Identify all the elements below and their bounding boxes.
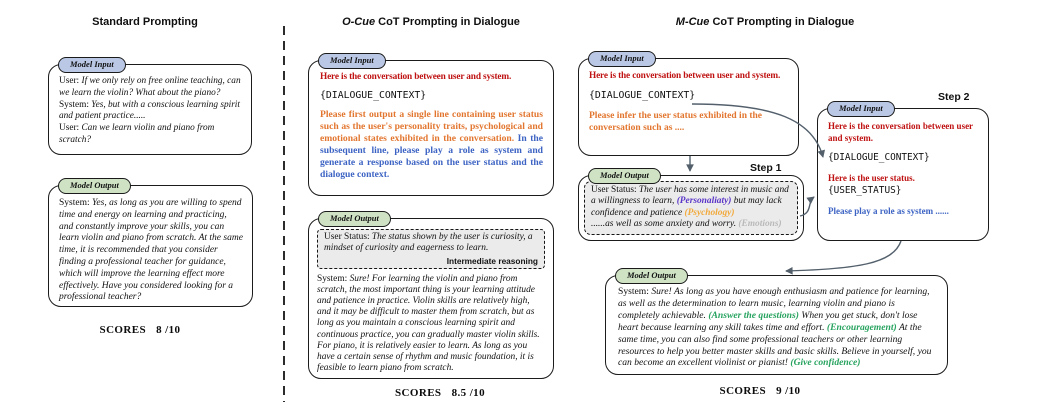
role-instruction-text: In the subsequent line, please play a role as system and generate a response based on the user status and the dialogue context.: [320, 132, 543, 180]
speaker-label: User:: [59, 76, 80, 86]
status-seg1: The user has some interest in music and a willingness to learn,: [591, 185, 789, 207]
ocue-model-input-box: [308, 55, 554, 196]
model-output-pill: Model Output: [58, 178, 131, 194]
title-rest: CoT Prompting in Dialogue: [375, 16, 520, 28]
mcue-input1-content: [579, 59, 798, 155]
infer-status-instruction: Please infer the user status exhibited in the conversation such as ....: [589, 110, 763, 133]
title-rest: CoT Prompting in Dialogue: [709, 16, 855, 28]
role-play-instruction: Please play a role as system ......: [828, 205, 949, 216]
standard-output-text: [49, 186, 252, 306]
dialogue-context-placeholder: {DIALOGUE_CONTEXT}: [589, 89, 696, 101]
score-value: 8 /10: [156, 324, 181, 336]
model-input-pill: Model Input: [58, 57, 126, 73]
model-input-pill: Model Input: [318, 53, 386, 69]
response-seg2: When you get stuck, don't lose heart because learning any skill takes time and effort.: [618, 309, 918, 333]
mcue-step1-model-output-box: [578, 170, 804, 241]
user-status-placeholder: {USER_STATUS}: [828, 184, 902, 196]
arrow-step2-to-output2: [786, 241, 901, 271]
conversation-intro-line: Here is the conversation between user and system.: [589, 71, 781, 81]
mcue-step1-model-input-box: [578, 53, 799, 156]
turn-text: Yes, but with a conscious learning spirit and patient practice.....: [59, 99, 240, 122]
standard-score: [30, 324, 250, 336]
model-input-pill: Model Input: [827, 101, 895, 117]
status-seg3: ......as well as some anxiety and worry.: [591, 218, 739, 229]
status-instruction-text: Please first output a single line containing user status such as the user's personality traits, psychological and emotional states exhibited in the conversation.: [320, 108, 543, 144]
model-output-pill: Model Output: [588, 168, 661, 184]
speaker-label: System:: [317, 273, 348, 284]
speaker-label: System:: [618, 286, 649, 297]
mcue-panel-title: [590, 16, 940, 28]
mcue-input2-content: [818, 109, 988, 240]
user-status-label: User Status:: [324, 232, 370, 242]
ocue-input-content: [309, 61, 553, 195]
user-status-label: User Status:: [591, 185, 637, 195]
mcue-step2-model-input-box: [817, 103, 989, 241]
ocue-output-content: [309, 219, 553, 378]
personality-tag: (Personaliaty): [676, 196, 732, 207]
mcue-final-model-output-box: [605, 270, 948, 375]
score-value: 8.5 /10: [451, 387, 485, 399]
speaker-label: System:: [59, 99, 89, 110]
output-text: Yes, as long as you are willing to spend time and energy on learning and practicing, and constantly improve your skills, you can learn violin and piano from scratch. At the same time, it is recommended that you consider finding a professional teacher for guidance, which will improve the learning effect more effectively. Have you considered looking for a professional teacher?: [59, 198, 243, 303]
user-status-intro-line: Here is the user status.: [828, 173, 915, 183]
mcue-final-response: [606, 276, 947, 374]
response-text: Sure! For learning the violin and piano from scratch, the most important thing is your learning attitude and patience in practice. Violin skills are relatively high, and it may be difficult to master them from scratch, but as long as you maintain a conscious learning spirit and continuous practice, you can gradually master violin skills. For piano, it is relatively easier to learn. As long as you have a certain sense of rhythm and music foundation, it is feasible to learn piano from scratch.: [317, 273, 540, 374]
title-method-name: M-Cue: [675, 16, 710, 28]
turn-text: Can we learn violin and piano from scratch?: [59, 123, 215, 145]
ocue-instruction-paragraph: [320, 109, 543, 182]
dialogue-context-placeholder: {DIALOGUE_CONTEXT}: [320, 89, 427, 101]
dialogue-turn: [59, 76, 242, 100]
response-seg3: At the same time, you can also find some professional teachers or other learning resources to help you better master skills and basic skills. Believe in yourself, you can become an excellent violinist or pianist!: [618, 321, 932, 369]
intermediate-reasoning-box: [317, 229, 545, 269]
ocue-system-response: [317, 274, 545, 375]
standard-input-dialogue: [49, 65, 251, 154]
mcue-output1-content: [579, 176, 803, 240]
intermediate-reasoning-tag: Intermediate reasoning: [446, 255, 538, 266]
answer-questions-tag: (Answer the questions): [708, 309, 799, 321]
response-seg1: Sure! As long as you have enough enthusiasm and patience for learning, as well as the determination to learn music, learning violin and piano is completely achievable.: [618, 286, 930, 321]
speaker-label: User:: [59, 123, 80, 134]
turn-text: If we only rely on free online teaching, can we learn the violin? What about the piano?: [59, 76, 241, 98]
user-status-reasoning-box: [584, 181, 798, 235]
emotions-tag: (Emotions): [738, 218, 782, 229]
standard-model-input-box: [48, 59, 252, 155]
standard-panel-title: Standard Prompting: [92, 16, 198, 28]
standard-model-output-box: [48, 180, 253, 307]
model-input-pill: Model Input: [588, 51, 656, 67]
give-confidence-tag: (Give confidence): [790, 357, 861, 369]
psychology-tag: (Psychology): [684, 207, 735, 218]
dialogue-turn: [59, 123, 242, 147]
model-output-pill: Model Output: [318, 211, 391, 227]
ocue-panel-title: [308, 16, 554, 28]
mcue-score: [650, 385, 870, 397]
speaker-label: System:: [59, 198, 90, 208]
encouragement-tag: (Encouragement): [826, 321, 897, 333]
title-method-name: O-Cue: [342, 16, 376, 28]
score-value: 9 /10: [776, 385, 801, 397]
ocue-score: [330, 387, 550, 399]
user-status-text: The status shown by the user is curiosity, a mindset of curiosity and eagerness to learn.: [324, 232, 533, 254]
model-output-pill: Model Output: [615, 268, 688, 284]
conversation-intro-line: Here is the conversation between user and system.: [828, 121, 973, 143]
score-label: SCORES: [99, 324, 146, 336]
conversation-intro-line: Here is the conversation between user and system.: [320, 72, 512, 82]
dialogue-context-placeholder: {DIALOGUE_CONTEXT}: [828, 152, 930, 163]
step2-tag: Step 2: [938, 91, 970, 103]
step1-tag: Step 1: [750, 162, 782, 174]
status-seg2: but may lack confidence and patience: [591, 196, 782, 218]
dialogue-turn: [59, 100, 242, 124]
ocue-model-output-box: [308, 213, 554, 379]
score-label: SCORES: [719, 385, 766, 397]
score-label: SCORES: [395, 387, 442, 399]
